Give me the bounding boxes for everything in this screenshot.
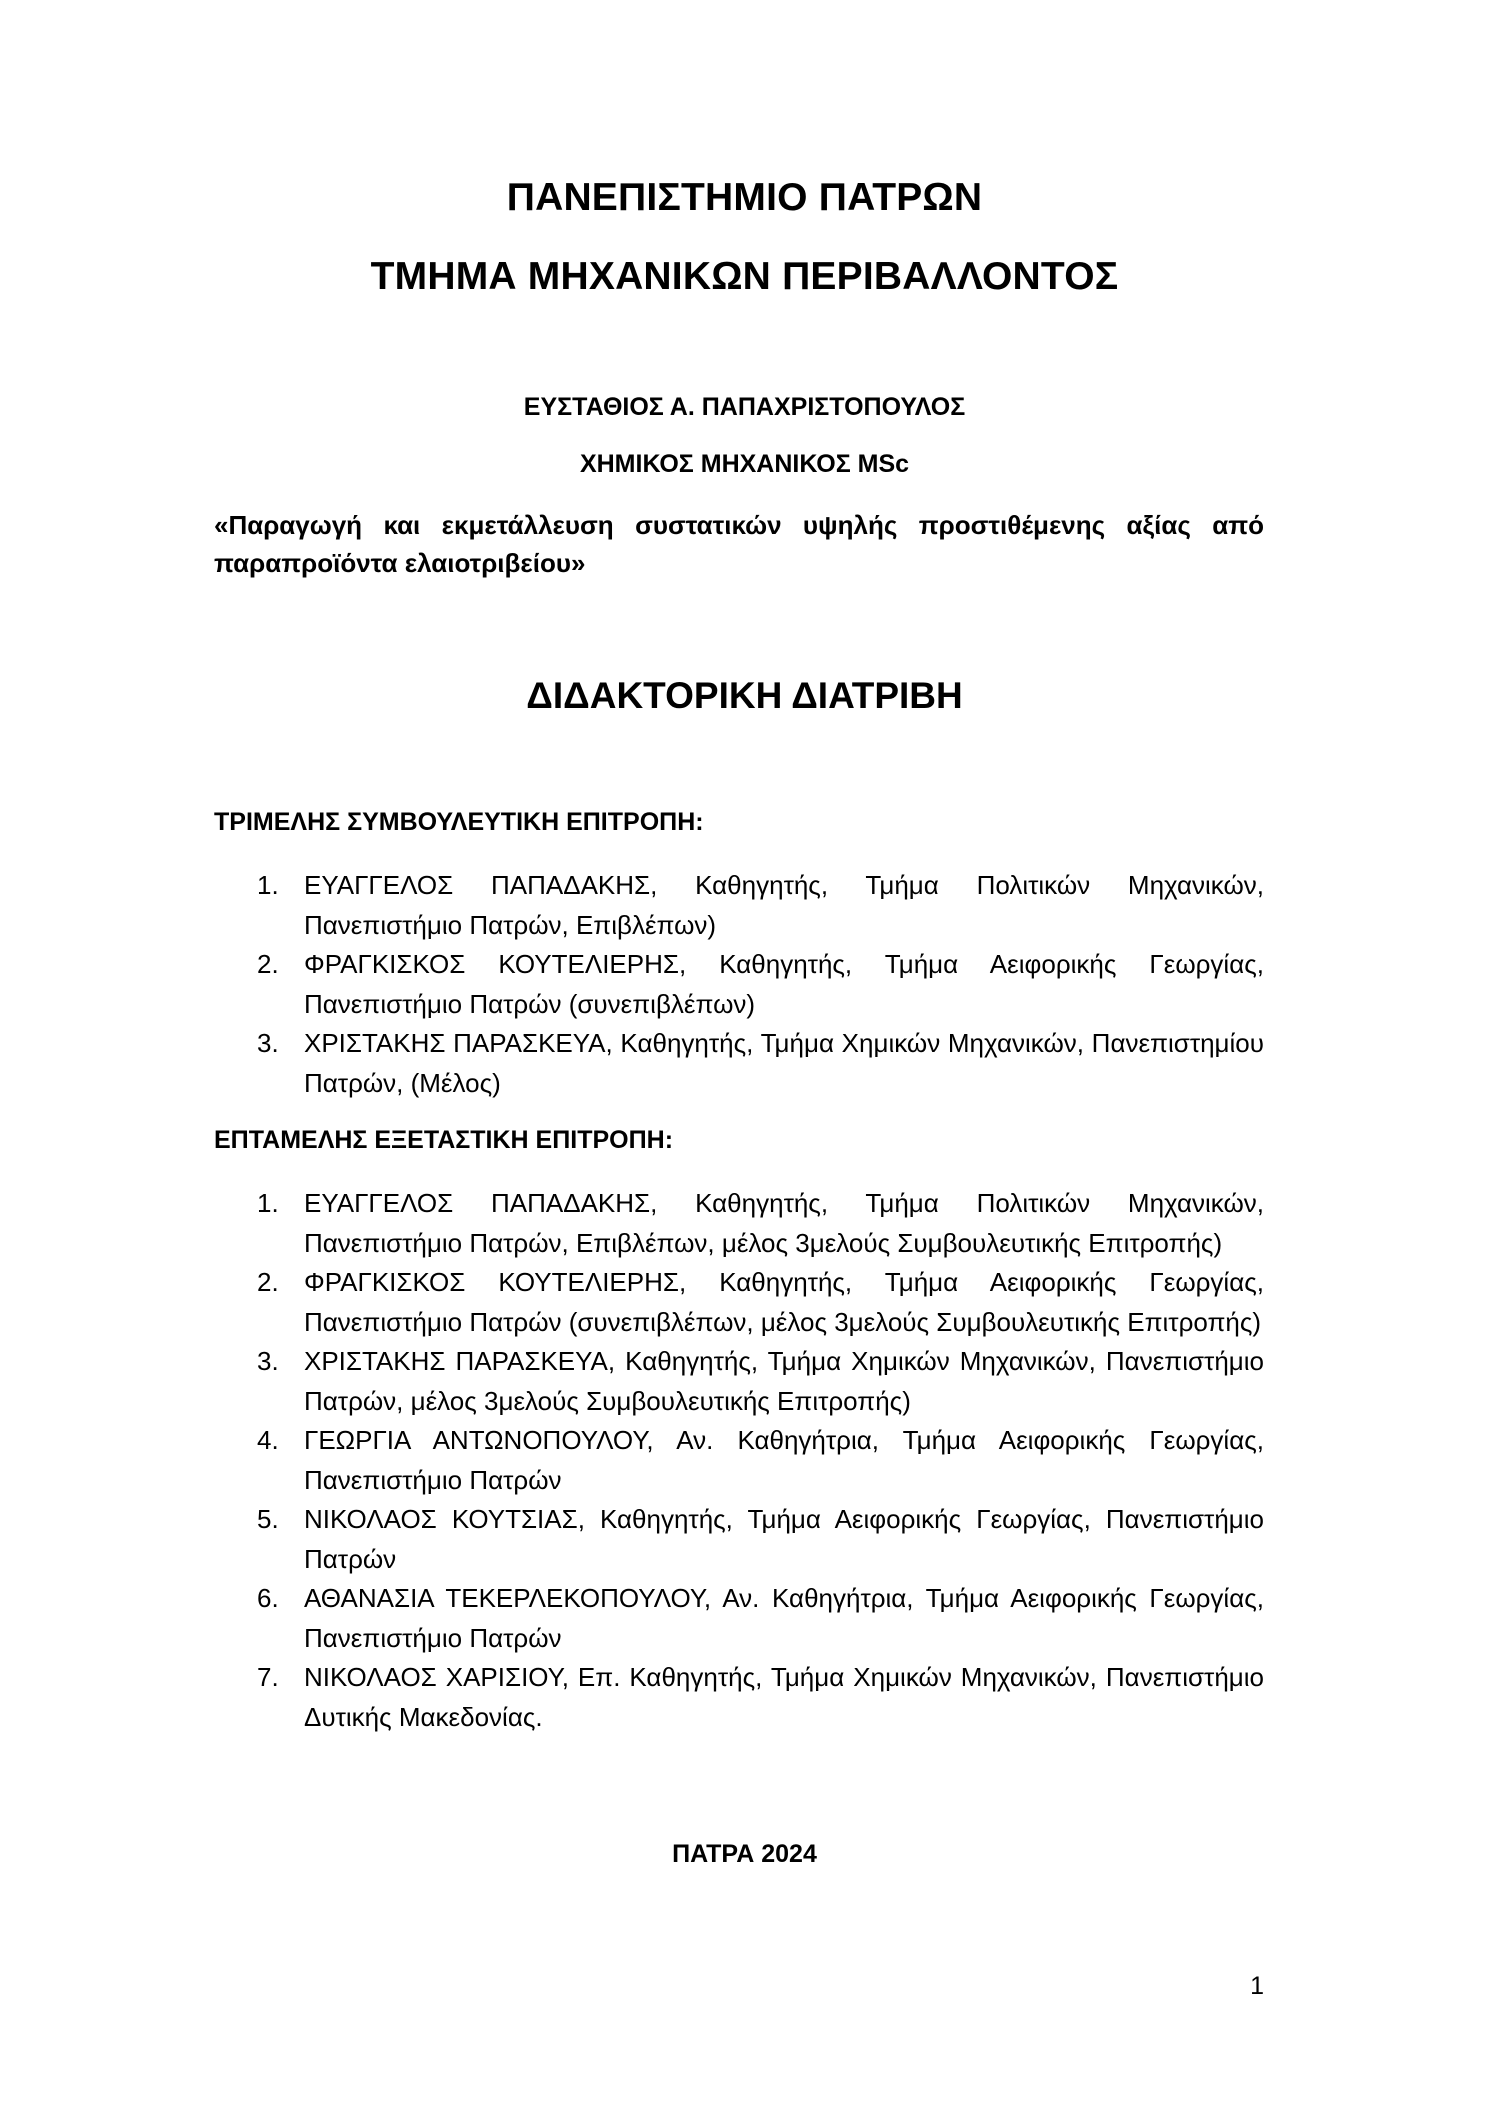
document-type: ΔΙΔΑΚΤΟΡΙΚΗ ΔΙΑΤΡΙΒΗ (526, 675, 963, 716)
list-item-text: ΑΘΑΝΑΣΙΑ ΤΕΚΕΡΛΕΚΟΠΟΥΛΟΥ, Αν. Καθηγήτρια, Τμήμα Αειφορικής Γεωργίας, Πανεπιστήμιο Πατρών (304, 1583, 1264, 1653)
advisory-committee-heading: ΤΡΙΜΕΛΗΣ ΣΥΜΒΟΥΛΕΥΤΙΚΗ ΕΠΙΤΡΟΠΗ: (214, 808, 704, 836)
list-item-number: 2. (257, 1267, 279, 1297)
list-item-text: ΧΡΙΣΤΑΚΗΣ ΠΑΡΑΣΚΕΥΑ, Καθηγητής, Τμήμα Χημικών Μηχανικών, Πανεπιστήμιο Πατρών, μέλος 3μελούς Συμβουλευτικής Επιτροπής) (304, 1346, 1264, 1416)
list-item-text: ΦΡΑΓΚΙΣΚΟΣ ΚΟΥΤΕΛΙΕΡΗΣ, Καθηγητής, Τμήμα Αειφορικής Γεωργίας, Πανεπιστήμιο Πατρών (συνεπιβλέπων) (304, 949, 1264, 1019)
examination-committee-list (214, 1184, 1264, 1737)
list-item (214, 1024, 1264, 1103)
list-item-text: ΦΡΑΓΚΙΣΚΟΣ ΚΟΥΤΕΛΙΕΡΗΣ, Καθηγητής, Τμήμα Αειφορικής Γεωργίας, Πανεπιστήμιο Πατρών (συνεπιβλέπων, μέλος 3μελούς Συμβουλευτικής Επιτροπής) (304, 1267, 1264, 1337)
list-item-number: 4. (257, 1425, 279, 1455)
list-item-text: ΧΡΙΣΤΑΚΗΣ ΠΑΡΑΣΚΕΥΑ, Καθηγητής, Τμήμα Χημικών Μηχανικών, Πανεπιστημίου Πατρών, (Μέλος) (304, 1028, 1264, 1098)
list-item (214, 866, 1264, 945)
list-item-text: ΓΕΩΡΓΙΑ ΑΝΤΩΝΟΠΟΥΛΟΥ, Αν. Καθηγήτρια, Τμήμα Αειφορικής Γεωργίας, Πανεπιστήμιο Πατρών (304, 1425, 1264, 1495)
list-item-number: 3. (257, 1028, 279, 1058)
list-item-number: 6. (257, 1583, 279, 1613)
department-title: ΤΜΗΜΑ ΜΗΧΑΝΙΚΩΝ ΠΕΡΙΒΑΛΛΟΝΤΟΣ (370, 255, 1119, 298)
list-item-number: 7. (257, 1662, 279, 1692)
list-item (214, 945, 1264, 1024)
list-item-text: ΝΙΚΟΛΑΟΣ ΧΑΡΙΣΙΟΥ, Επ. Καθηγητής, Τμήμα Χημικών Μηχανικών, Πανεπιστήμιο Δυτικής Μακεδονίας. (304, 1662, 1264, 1732)
list-item (214, 1658, 1264, 1737)
list-item-text: ΕΥΑΓΓΕΛΟΣ ΠΑΠΑΔΑΚΗΣ, Καθηγητής, Τμήμα Πολιτικών Μηχανικών, Πανεπιστήμιο Πατρών, Επιβλέπων) (304, 870, 1264, 940)
list-item-number: 2. (257, 949, 279, 979)
list-item (214, 1579, 1264, 1658)
list-item (214, 1342, 1264, 1421)
list-item-number: 1. (257, 870, 279, 900)
author-name: ΕΥΣΤΑΘΙΟΣ Α. ΠΑΠΑΧΡΙΣΤΟΠΟΥΛΟΣ (523, 393, 966, 421)
list-item-number: 3. (257, 1346, 279, 1376)
university-title: ΠΑΝΕΠΙΣΤΗΜΙΟ ΠΑΤΡΩΝ (506, 176, 983, 219)
list-item (214, 1500, 1264, 1579)
page-number: 1 (1250, 1972, 1264, 2000)
place-year: ΠΑΤΡΑ 2024 (672, 1840, 817, 1868)
list-item-number: 5. (257, 1504, 279, 1534)
list-item (214, 1263, 1264, 1342)
list-item-text: ΕΥΑΓΓΕΛΟΣ ΠΑΠΑΔΑΚΗΣ, Καθηγητής, Τμήμα Πολιτικών Μηχανικών, Πανεπιστήμιο Πατρών, Επιβλέπων, μέλος 3μελούς Συμβουλευτικής Επιτροπής) (304, 1188, 1264, 1258)
list-item (214, 1421, 1264, 1500)
list-item-number: 1. (257, 1188, 279, 1218)
advisory-committee-list (214, 866, 1264, 1103)
examination-committee-heading: ΕΠΤΑΜΕΛΗΣ ΕΞΕΤΑΣΤΙΚΗ ΕΠΙΤΡΟΠΗ: (214, 1126, 674, 1154)
list-item-text: ΝΙΚΟΛΑΟΣ ΚΟΥΤΣΙΑΣ, Καθηγητής, Τμήμα Αειφορικής Γεωργίας, Πανεπιστήμιο Πατρών (304, 1504, 1264, 1574)
list-item (214, 1184, 1264, 1263)
thesis-title: «Παραγωγή και εκμετάλλευση συστατικών υψηλής προστιθέμενης αξίας από παραπροϊόντα ελαιοτριβείου» (214, 510, 1264, 578)
author-degree: ΧΗΜΙΚΟΣ ΜΗΧΑΝΙΚΟΣ MSc (579, 450, 910, 478)
